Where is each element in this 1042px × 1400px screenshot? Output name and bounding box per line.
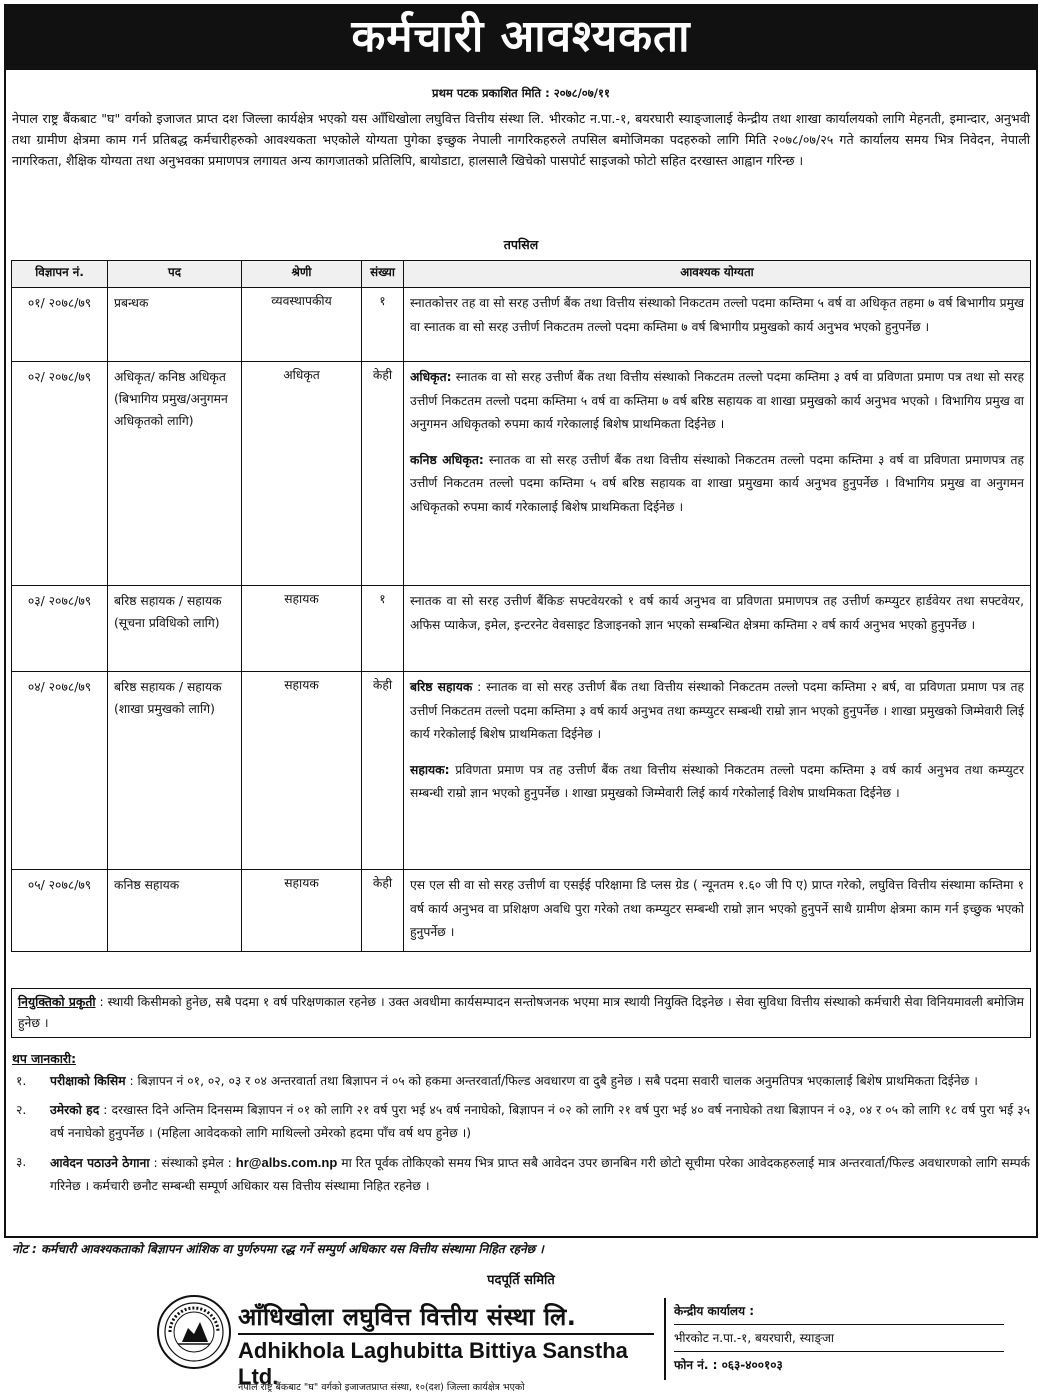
qualification-lead: कनिष्ठ अधिकृत: xyxy=(410,452,484,467)
head-office-address: भीरकोट न.पा.-१, बयरघारी, स्याङ्जा xyxy=(674,1325,1004,1352)
col-header-category: श्रेणी xyxy=(242,261,362,288)
application-email: hr@albs.com.np xyxy=(235,1155,338,1170)
post-category: सहायक xyxy=(242,672,362,870)
organization-name-nepali: आँधिखोला लघुवित्त वित्तीय संस्था लि. xyxy=(238,1303,577,1331)
qualification-text: : स्नातक वा सो सरह उत्तीर्ण बैंक तथा वित्तीय संस्थाको निकटतम तल्लो पदमा कम्तिमा २ बर्ष, वा प्रविणता प्रमाण पत्र तह उत्तीर्ण निकटतम तल्लो पदमा कम्तिमा ३ वर्ष कार्य अनुभव तथा कम्प्युटर सम्बन्धी राम्रो ज्ञान भएको हुनुपर्नेछ । शाखा प्रमुखको जिम्मेवारी लिई कार्य गरेकोलाई बिशेष प्राथमिकता दिईनेछ । xyxy=(410,680,1024,741)
col-header-post: पद xyxy=(108,261,242,288)
ad-number: ०१/ २०७८/७९ xyxy=(12,288,108,362)
ad-number: ०४/ २०७८/७९ xyxy=(12,672,108,870)
post-name: अधिकृत/ कनिष्ठ अधिकृत (बिभागिय प्रमुख/अनुगमन अधिकृतको लागि) xyxy=(108,362,242,586)
post-count: केही xyxy=(362,870,404,952)
notice-title: कर्मचारी आवश्यकता xyxy=(4,4,1038,70)
post-category: सहायक xyxy=(242,586,362,672)
ad-number: ०२/ २०७८/७९ xyxy=(12,362,108,586)
table-header-row xyxy=(12,261,1031,288)
table-row xyxy=(12,586,1031,672)
table-row xyxy=(12,672,1031,870)
info-text: मा रित पूर्वक तोकिएको समय भित्र प्राप्त सबै आवेदन उपर छानबिन गरी छोटो सूचीमा परेका आवेदकहरुलाई मात्र अन्तरवार्ता/फिल्ड अवधारणको लागि सम्पर्क गरिनेछ । कर्मचारी छनौट सम्बन्धी सम्पूर्ण अधिकार यस वित्तीय संस्थामा निहित रहनेछ । xyxy=(50,1156,1030,1193)
table-row xyxy=(12,362,1031,586)
ad-number: ०५/ २०७८/७९ xyxy=(12,870,108,952)
head-office-phone: फोन नं. : ०६३-४००१०३ xyxy=(674,1358,783,1372)
qualification-senior-assistant xyxy=(410,676,1024,747)
post-name: कनिष्ठ सहायक xyxy=(108,870,242,952)
qualification-assistant xyxy=(410,759,1024,806)
publication-date: प्रथम पटक प्रकाशित मिति : २०७८/०७/११ xyxy=(432,86,610,100)
more-info-title: थप जानकारी: xyxy=(12,1052,77,1066)
qualification-officer xyxy=(410,366,1024,437)
qualification-text: स्नातकोत्तर तह वा सो सरह उत्तीर्ण बैंक तथा वित्तीय संस्थाको निकटतम तल्लो पदमा कम्तिमा ५ वर्ष वा अधिकृत तहमा ७ वर्ष बिभागीय प्रमुख वा स्नातक वा सो सरह उत्तीर्ण निकटतम तल्लो पदमा कम्तिमा ७ वर्ष बिभागीय प्रमुखको कार्य अनुभव भएको हुनुपर्नेछ । xyxy=(410,296,1024,334)
qualification xyxy=(404,672,1031,870)
qualification xyxy=(404,870,1031,952)
appointment-nature-label: नियुक्तिको प्रकृती xyxy=(18,995,96,1009)
qualification xyxy=(404,288,1031,362)
appointment-nature xyxy=(11,988,1031,1038)
info-text: : दरखास्त दिने अन्तिम दिनसम्म बिज्ञापन नं ०१ को लागि २१ वर्ष पुरा भई ४५ वर्ष ननाघेको, बिज्ञापन नं ०२ को लागि २१ वर्ष पुरा भई ४० वर्ष ननाघेको तथा बिज्ञापन नं ०३, ०४ र ०५ को लागि १८ वर्ष पुरा भई ३५ वर्ष ननाघेको हुनुपर्नेछ । (महिला आवेदकको लागि माथिल्लो उमेरको हदमा पाँच वर्ष थप हुनेछ ।) xyxy=(50,1103,1030,1140)
head-office-heading: केन्द्रीय कार्यालय : xyxy=(674,1298,1004,1325)
post-count: केही xyxy=(362,672,404,870)
intro-paragraph: नेपाल राष्ट्र बैंकबाट "घ" वर्गको इजाजत प्राप्त दश जिल्ला कार्यक्षेत्र भएको यस आँधिखोला लघुवित्त वित्तीय संस्था लि. भीरकोट न.पा.-१, बयरघारी स्याङ्जालाई केन्द्रीय तथा शाखा कार्यालयको लागि मेहनती, इमान्दार, अनुभवी तथा ग्रामीण क्षेत्रमा काम गर्न प्रतिबद्ध कर्मचारीहरुको आवश्यकता भएकोले योग्यता पुगेका इच्छुक नेपाली नागरिकहरुले तपसिल बमोजिमका पदहरुको लागि मिति २०७८/०७/२५ गते कार्यालय समय भित्र निवेदन, नेपाली नागरिकता, शैक्षिक योग्यता तथा अनुभवका प्रमाणपत्र लगायत अन्य कागजातको प्रतिलिपि, बायोडाटा, हालसालै खिचेको पासपोर्ट साइजको फोटो सहित दरखास्त आह्वान गरिन्छ । xyxy=(12,111,1030,168)
ad-number: ०३/ २०७८/७९ xyxy=(12,586,108,672)
table-row xyxy=(12,288,1031,362)
post-count: १ xyxy=(362,586,404,672)
name-divider xyxy=(238,1333,654,1335)
qualification xyxy=(404,586,1031,672)
qualification-text: स्नातक वा सो सरह उत्तीर्ण बैंक तथा वित्तीय संस्थाको निकटतम तल्लो पदमा कम्तिमा ३ वर्ष वा प्रविणता प्रमाणपत्र तह उत्तीर्ण निकटतम तल्लो पदमा कम्तिमा ५ वर्ष बरिष्ठ सहायक वा शाखा प्रमुखमा कार्य अनुभव हुनुपर्नेछ । विभागिय प्रमुख वा अनुगमन अधिकृतको रुपमा कार्य गरेकालाई बिशेष प्राथमिकता दिईनेछ । xyxy=(410,452,1024,514)
info-label: परीक्षाको किसिम xyxy=(50,1074,126,1088)
qualification-text: स्नातक वा सो सरह उत्तीर्ण बैंकिङ सफ्टवेयरको १ वर्ष कार्य अनुभव वा प्रविणता प्रमाणपत्र तह उत्तीर्ण कम्प्युटर हार्डवेयर तथा सफ्टवेयर, अफिस प्याकेज, इमेल, इन्टरनेट वेवसाइट डिजाइनको ज्ञान भएको सम्बन्धित क्षेत्रमा कम्तिमा २ वर्ष कार्य अनुभव भएको हुनुपर्नेछ । xyxy=(410,594,1024,632)
list-number: ३. xyxy=(16,1155,27,1169)
info-text: : बिज्ञापन नं ०१, ०२, ०३ र ०४ अन्तरवार्ता तथा बिज्ञापन नं ०५ को हकमा अन्तरवार्ता/फिल्ड अवधारण वा दुबै हुनेछ । सबै पदमा सवारी चालक अनुमतिपत्र भएकालाई बिशेष प्राथमिकता दिईनेछ । xyxy=(125,1074,978,1088)
organization-logo xyxy=(156,1294,232,1370)
qualification-text: एस एल सी वा सो सरह उत्तीर्ण वा एसईई परिक्षामा डि प्लस ग्रेड ( न्यूनतम १.६० जी पि ए) प्राप्त गरेको, लघुवित्त वित्तीय संस्थामा कम्तिमा १ वर्ष कार्य अनुभव वा प्रशिक्षण अवधि पुरा गरेको तथा कम्प्युटर सम्बन्धी राम्रो ज्ञान भएको हुनुपर्ने साथै ग्रामीण क्षेत्रमा काम गर्न इच्छुक भएको हुनुपर्नेछ । xyxy=(410,878,1024,939)
qualification-lead: बरिष्ठ सहायक xyxy=(410,680,473,694)
committee-signature: पदपूर्ति समिति xyxy=(487,1273,555,1288)
post-name: बरिष्ठ सहायक / सहायक (सूचना प्रविधिको लागि) xyxy=(108,586,242,672)
organization-name-english: Adhikhola Laghubitta Bittiya Sanstha Ltd. xyxy=(238,1338,628,1389)
post-name: प्रबन्धक xyxy=(108,288,242,362)
list-item xyxy=(12,1151,1030,1198)
vacancy-table xyxy=(11,260,1031,952)
license-footer: नेपाल राष्ट्र बैंकबाट "घ" वर्गको इजाजतप्राप्त संस्था, १०(दश) जिल्ला कार्यक्षेत्र भएको xyxy=(238,1382,525,1393)
info-label: उमेरको हद xyxy=(50,1103,100,1117)
post-category: अधिकृत xyxy=(242,362,362,586)
more-info-list xyxy=(12,1070,1030,1204)
col-header-ad-no: विज्ञापन नं. xyxy=(12,261,108,288)
qualification xyxy=(404,362,1031,586)
list-number: १. xyxy=(16,1074,27,1088)
list-number: २. xyxy=(16,1103,27,1117)
post-count: केही xyxy=(362,362,404,586)
table-row xyxy=(12,870,1031,952)
post-count: १ xyxy=(362,288,404,362)
head-office-block xyxy=(664,1298,1004,1380)
qualification-lead: अधिकृत: xyxy=(410,370,452,384)
info-label: आवेदन पठाउने ठेगाना xyxy=(50,1156,150,1170)
disclaimer-note: नोट : कर्मचारी आवश्यकताको बिज्ञापन आंशिक वा पुर्णरुपमा रद्ध गर्ने सम्पुर्ण अधिकार यस वित्तीय संस्थामा निहित रहनेछ । xyxy=(12,1242,544,1256)
list-item xyxy=(12,1070,1030,1093)
post-category: सहायक xyxy=(242,870,362,952)
post-name: बरिष्ठ सहायक / सहायक (शाखा प्रमुखको लागि) xyxy=(108,672,242,870)
qualification-junior-officer xyxy=(410,449,1024,520)
qualification-lead: सहायक: xyxy=(410,762,450,777)
qualification-text: प्रविणता प्रमाण पत्र तह उत्तीर्ण बैंक तथा वित्तीय संस्थाको निकटतम तल्लो पदमा कम्तिमा ३ वर्ष कार्य अनुभव तथा कम्प्युटर सम्बन्धी राम्रो ज्ञान भएको हुनुपर्नेछ । शाखा प्रमुखको जिम्मेवारी लिई कार्य गरेकोलाई विशेष प्राथमिकता दिईनेछ । xyxy=(410,762,1024,800)
list-item xyxy=(12,1099,1030,1145)
appointment-nature-text: : स्थायी किसीमको हुनेछ, सबै पदमा १ वर्ष परिक्षणकाल रहनेछ । उक्त अवधीमा कार्यसम्पादन सन्तोषजनक भएमा मात्र स्थायी नियुक्ति दिइनेछ । सेवा सुविधा वित्तीय संस्थाको कर्मचारी सेवा विनियमावली बमोजिम हुनेछ । xyxy=(18,995,1024,1030)
info-text: : संस्थाको इमेल : xyxy=(149,1156,236,1170)
table-caption: तपसिल xyxy=(503,237,539,252)
col-header-qualification: आवश्यक योग्यता xyxy=(404,261,1031,288)
vacancy-notice xyxy=(4,4,1038,1396)
qualification-text: स्नातक वा सो सरह उत्तीर्ण बैंक तथा वित्तीय संस्थाको निकटतम तल्लो पदमा कम्तिमा ३ वर्ष वा प्रविणता प्रमाण पत्र तथा सो सरह उत्तीर्ण निकटतम तल्लो पदमा कम्तिमा ५ वर्ष वा कम्तिमा ७ वर्ष बरिष्ठ सहायक वा शाखा प्रमुखको कार्य अनुभव भएको । विभागिय प्रमुख वा अनुगमन अधिकृतको रुपमा कार्य गरेकालाई बिशेष प्राथमिकता दिईनेछ । xyxy=(410,370,1024,431)
post-category: व्यवस्थापकीय xyxy=(242,288,362,362)
col-header-count: संख्या xyxy=(362,261,404,288)
